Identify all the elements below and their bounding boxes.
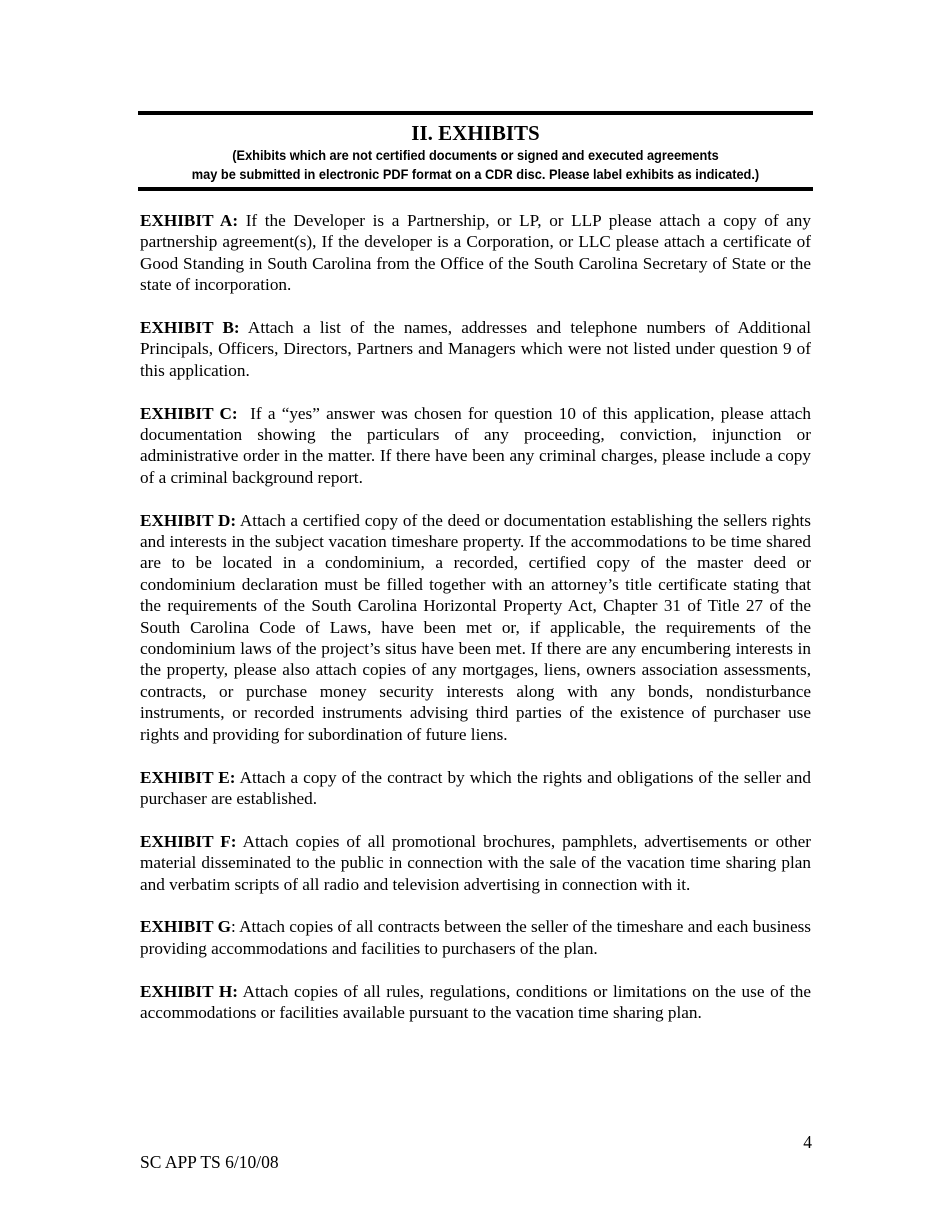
exhibit-g-text: : Attach copies of all contracts between the seller of the timeshare and each business providing accommodations and facilities to purchasers of the plan. [140,917,811,958]
exhibit-list [140,210,816,1045]
header-subtitle [138,146,813,187]
exhibit-e-label: EXHIBIT E: [140,767,236,787]
exhibit-b-text: Attach a list of the names, addresses and telephone numbers of Additional Principals, Officers, Directors, Partners and Managers which were not listed under question 9 of this application. [140,318,811,380]
subtitle-line-2: may be submitted in electronic PDF format on a CDR disc. Please label exhibits as indicated.) [191,167,760,182]
exhibits-header [138,111,813,191]
exhibit-e-text: Attach a copy of the contract by which the rights and obligations of the seller and purchaser are established. [140,767,811,808]
exhibit-c-text: If a “yes” answer was chosen for question 10 of this application, please attach documentation showing the particulars of any proceeding, conviction, injunction or administrative order in the matter. If there have been any criminal charges, please include a copy of a criminal background report. [140,403,816,487]
exhibit-c [140,403,816,489]
exhibit-h-text: Attach copies of all rules, regulations, conditions or limitations on the use of the accommodations or facilities available pursuant to the vacation time sharing plan. [140,981,811,1022]
subtitle-line-1: (Exhibits which are not certified documents or signed and executed agreements [232,148,719,163]
exhibit-h [140,981,811,1024]
exhibit-d [140,510,811,745]
header-top-rule [138,111,813,115]
page-number: 4 [803,1132,812,1152]
exhibit-e [140,767,811,810]
exhibit-f [140,831,811,895]
exhibit-b [140,317,811,381]
exhibit-f-label: EXHIBIT F: [140,831,237,851]
exhibit-a-label: EXHIBIT A: [140,211,239,230]
exhibit-f-text: Attach copies of all promotional brochures, pamphlets, advertisements or other material disseminated to the public in connection with the sale of the vacation time sharing plan and verbatim scripts of all radio and television advertising in connection with it. [140,831,811,894]
header-bottom-rule [138,187,813,191]
exhibit-a-text: If the Developer is a Partnership, or LP, or LLP please attach a copy of any partnership agreement(s), If the developer is a Corporation, or LLC please attach a certificate of Good Standing in South Carolina from the Office of the South Carolina Secretary of State or the state of incorporation. [140,211,811,295]
exhibit-h-label: EXHIBIT H: [140,981,238,1001]
exhibit-g [140,916,811,959]
page-title: II. EXHIBITS [411,121,540,145]
exhibit-g-label: EXHIBIT G [140,917,231,937]
footer-form-id: SC APP TS 6/10/08 [140,1152,279,1172]
exhibit-b-label: EXHIBIT B: [140,318,240,338]
exhibit-a [140,210,811,296]
exhibit-d-text: Attach a certified copy of the deed or documentation establishing the sellers rights and interests in the subject vacation timeshare property. If the accommodations to be time shared are to be located in a condominium, a recorded, certified copy of the master deed or condominium declaration must be filled together with an attorney’s title certificate stating that the requirements of the South Carolina Horizontal Property Act, Chapter 31 of Title 27 of the South Carolina Code of Laws, have been met or, if applicable, the requirements of the condominium laws of the project’s situs have been met. If there are any encumbering interests in the property, please also attach copies of any mortgages, liens, owners association assessments, contracts, or purchase money security interests along with any bonds, nondisturbance instruments, or recorded instruments advising third parties of the existence of purchaser use rights and providing for subordination of future liens. [140,510,811,744]
exhibit-c-label: EXHIBIT C: [140,403,238,423]
exhibit-d-label: EXHIBIT D: [140,510,237,530]
